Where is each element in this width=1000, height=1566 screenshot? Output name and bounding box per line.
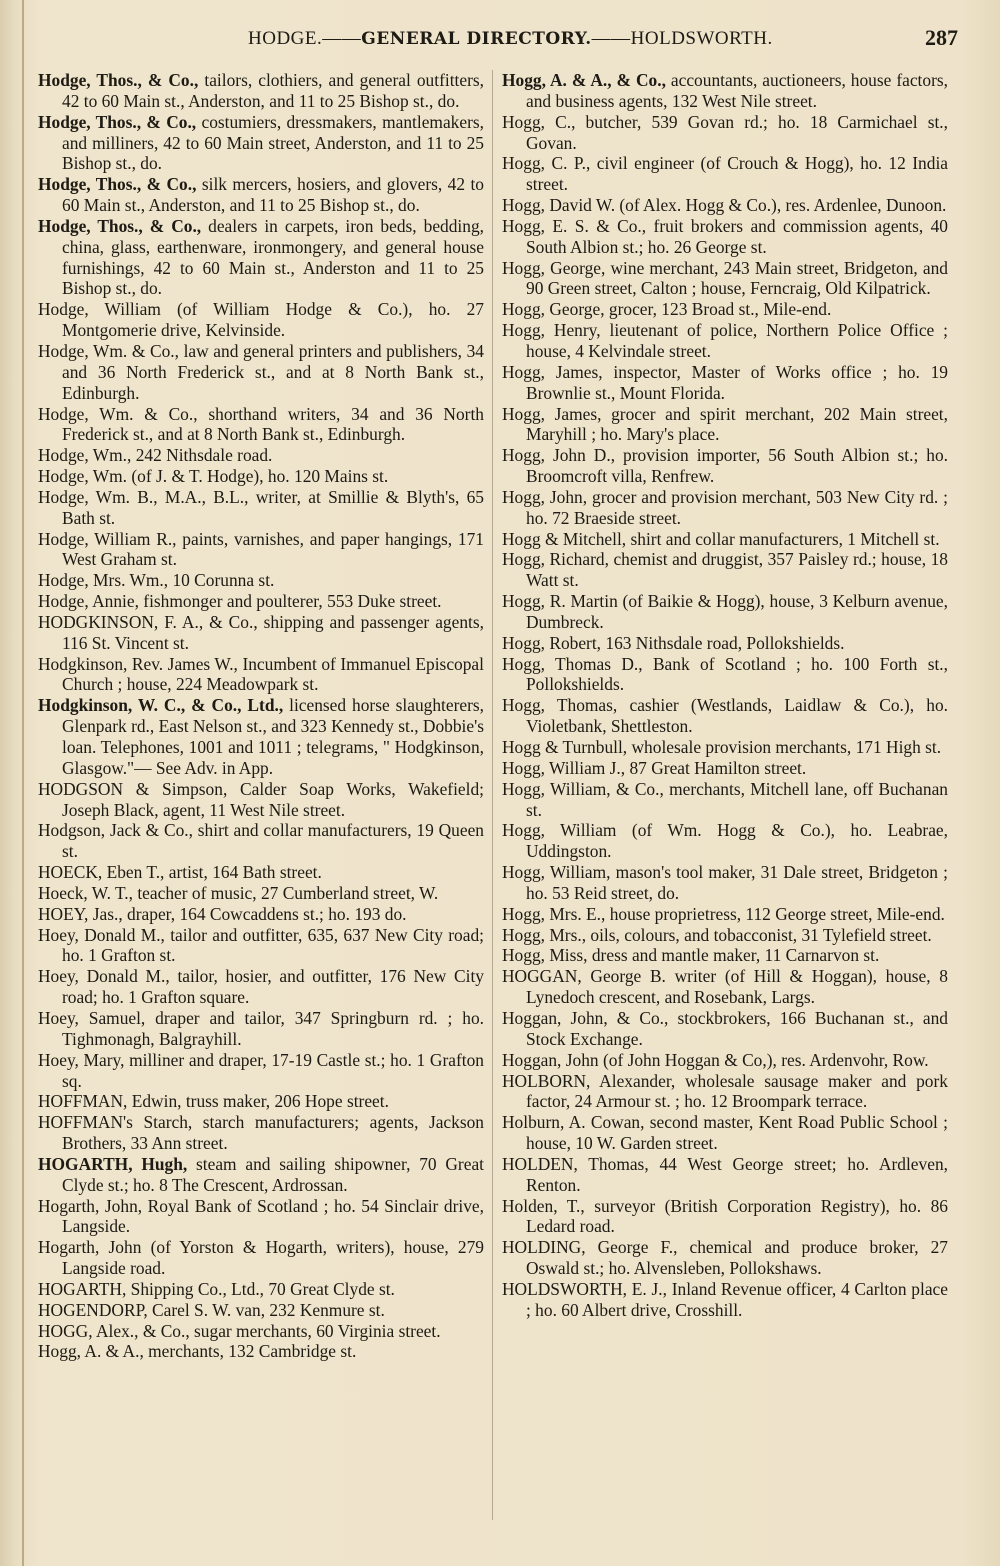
directory-entry (502, 1154, 948, 1196)
entry-text: Hoggan, John (of John Hoggan & Co,), res. Ardenvohr, Row. (502, 1049, 929, 1070)
entry-text: HOLDSWORTH, E. J., Inland Revenue officer, 4 Carlton place ; ho. 60 Albert drive, Crosshill. (502, 1278, 948, 1320)
directory-entry (38, 174, 484, 216)
entry-name: Hodgkinson, W. C., & Co., Ltd., (38, 695, 284, 716)
entry-name: Hodge, Thos., & Co., (38, 215, 202, 236)
directory-entry (502, 1237, 948, 1279)
entry-text: Hogarth, John (of Yorston & Hogarth, writers), house, 279 Langside road. (38, 1237, 484, 1279)
entry-text: Hogg, Mrs. E., house proprietress, 112 George street, Mile-end. (502, 903, 945, 924)
entry-text: tailors, clothiers, and general outfitters, 42 to 60 Main st., Anderston, and 11 to 25 Bishop st., do. (62, 70, 484, 111)
directory-entry (502, 487, 948, 529)
entry-text: HOECK, Eben T., artist, 164 Bath street. (38, 862, 322, 883)
directory-entry (38, 216, 484, 299)
directory-entry (38, 904, 484, 925)
running-head-left: HODGE. (248, 28, 323, 49)
entry-name: Hodge, Thos., & Co., (38, 174, 197, 195)
entry-text: HOFFMAN, Edwin, truss maker, 206 Hope street. (38, 1091, 389, 1112)
entry-text: licensed horse slaughterers, Glenpark rd., East Nelson st., and 323 Kennedy st., Dobbie's loan. Telephones, 1001 and 1011 ; telegrams, " Hodgkinson, Glasgow."— See Adv. in App. (62, 695, 485, 778)
entry-text: Holburn, A. Cowan, second master, Kent Road Public School ; house, 10 W. Garden street. (502, 1112, 948, 1154)
entry-name: Hodge, Thos., & Co., (38, 111, 197, 132)
directory-entry (38, 591, 484, 612)
directory-entry (38, 1112, 484, 1154)
directory-entry (38, 529, 484, 571)
directory-entry (38, 1050, 484, 1092)
directory-entry (502, 633, 948, 654)
entry-text: Hoggan, John, & Co., stockbrokers, 166 Buchanan st., and Stock Exchange. (502, 1007, 948, 1049)
binding-gutter (22, 0, 24, 1566)
entry-text: Hodgson, Jack & Co., shirt and collar manufacturers, 19 Queen st. (38, 820, 484, 862)
directory-entry (38, 487, 484, 529)
entry-text: costumiers, dressmakers, mantlemakers, and milliners, 42 to 60 Main street, Anderston, and 11 to 25 Bishop st., do. (62, 111, 484, 174)
entry-text: Hodge, Wm., 242 Nithsdale road. (38, 445, 273, 466)
entry-text: Hogg, William (of Wm. Hogg & Co.), ho. Leabrae, Uddingston. (502, 820, 948, 862)
entry-text: Hogg, James, inspector, Master of Works office ; ho. 19 Brownlie st., Mount Florida. (502, 361, 948, 403)
directory-entry (38, 883, 484, 904)
entry-name: HOGARTH, Hugh, (38, 1153, 188, 1174)
directory-entry (502, 591, 948, 633)
entry-text: Hogarth, John, Royal Bank of Scotland ; ho. 54 Sinclair drive, Langside. (38, 1195, 484, 1237)
entry-text: accountants, auctioneers, house factors, and business agents, 132 West Nile street. (526, 70, 948, 111)
running-head-right: HOLDSWORTH. (630, 28, 773, 49)
directory-entry (502, 904, 948, 925)
entry-text: Hogg & Turnbull, wholesale provision merchants, 171 High st. (502, 737, 942, 757)
directory-entry (38, 466, 484, 487)
entry-text: Hodgkinson, Rev. James W., Incumbent of Immanuel Episcopal Church ; house, 224 Meadowpark st. (38, 653, 484, 695)
directory-entry (38, 1196, 484, 1238)
directory-entry (502, 1196, 948, 1238)
entry-text: Hodge, William R., paints, varnishes, and paper hangings, 171 West Graham st. (38, 528, 484, 570)
entry-text: Hodge, Annie, fishmonger and poulterer, 553 Duke street. (38, 591, 442, 612)
directory-entry (38, 1008, 484, 1050)
directory-entry (502, 549, 948, 591)
directory-entry (38, 654, 484, 696)
directory-entry (38, 820, 484, 862)
directory-entry (502, 945, 948, 966)
directory-entry (502, 695, 948, 737)
entry-text: Holden, T., surveyor (British Corporation Registry), ho. 86 Ledard road. (502, 1195, 948, 1237)
entry-text: Hogg, R. Martin (of Baikie & Hogg), house, 3 Kelburn avenue, Dumbreck. (502, 591, 948, 632)
directory-entry (38, 341, 484, 404)
entry-text: Hogg, William, mason's tool maker, 31 Dale street, Bridgeton ; ho. 53 Reid street, do. (502, 862, 948, 903)
entry-text: HODGKINSON, F. A., & Co., shipping and passenger agents, 116 St. Vincent st. (38, 611, 484, 653)
entry-name: Hogg, A. & A., & Co., (502, 70, 666, 90)
directory-entry (502, 820, 948, 862)
left-column (38, 70, 484, 1362)
entry-text: Hogg, C., butcher, 539 Govan rd.; ho. 18 Carmichael st., Govan. (502, 111, 948, 153)
directory-entry (38, 862, 484, 883)
directory-entry (38, 612, 484, 654)
entry-text: Hogg, E. S. & Co., fruit brokers and commission agents, 40 South Albion st.; ho. 26 George st. (502, 215, 948, 257)
entry-text: Hogg, William J., 87 Great Hamilton street. (502, 757, 807, 778)
directory-entry (502, 445, 948, 487)
directory-entry (502, 758, 948, 779)
entry-text: silk mercers, hosiers, and glovers, 42 to 60 Main st., Anderston, and 11 to 25 Bishop st., do. (62, 174, 484, 216)
directory-entry (502, 258, 948, 300)
entry-text: Hogg, Miss, dress and mantle maker, 11 Carnarvon st. (502, 945, 880, 966)
directory-entry (502, 1008, 948, 1050)
directory-entry (502, 404, 948, 446)
entry-text: Hodge, Wm. B., M.A., B.L., writer, at Smillie & Blyth's, 65 Bath st. (38, 486, 484, 528)
entry-text: steam and sailing shipowner, 70 Great Clyde st.; ho. 8 The Crescent, Ardrossan. (62, 1153, 484, 1195)
directory-entry (38, 70, 484, 112)
column-divider (492, 70, 493, 1520)
entry-text: Hogg, Thomas, cashier (Westlands, Laidlaw & Co.), ho. Violetbank, Shettleston. (502, 695, 948, 737)
directory-entry (502, 862, 948, 904)
entry-text: HOLBORN, Alexander, wholesale sausage maker and pork factor, 24 Armour st. ; ho. 12 Broompark terrace. (502, 1070, 948, 1112)
directory-entry (38, 1279, 484, 1300)
entry-text: Hogg, John, grocer and provision merchant, 503 New City rd. ; ho. 72 Braeside street. (502, 486, 948, 528)
page-header (38, 25, 958, 56)
directory-entry (38, 779, 484, 821)
entry-text: Hoey, Donald M., tailor and outfitter, 635, 637 New City road; ho. 1 Grafton st. (38, 924, 484, 966)
directory-entry (502, 529, 948, 550)
running-head-center: GENERAL DIRECTORY. (361, 29, 592, 49)
entry-text: HOLDING, George F., chemical and produce broker, 27 Oswald st.; ho. Alvensleben, Pollokshaws. (502, 1237, 948, 1279)
entry-text: Hogg, Richard, chemist and druggist, 357 Paisley rd.; house, 18 Watt st. (502, 549, 948, 591)
directory-entry (38, 925, 484, 967)
entry-text: Hoey, Donald M., tailor, hosier, and outfitter, 176 New City road; ho. 1 Grafton square. (38, 966, 484, 1008)
directory-entry (502, 779, 948, 821)
directory-entry (502, 1050, 948, 1071)
running-head-dash-1: —— (322, 28, 362, 49)
directory-entry (502, 70, 948, 112)
entry-text: HODGSON & Simpson, Calder Soap Works, Wakefield; Joseph Black, agent, 11 West Nile street. (38, 778, 484, 820)
entry-text: Hogg, James, grocer and spirit merchant, 202 Main street, Maryhill ; ho. Mary's place. (502, 403, 948, 445)
entry-text: Hoeck, W. T., teacher of music, 27 Cumberland street, W. (38, 882, 439, 903)
entry-text: HOGARTH, Shipping Co., Ltd., 70 Great Clyde st. (38, 1278, 395, 1299)
entry-text: Hogg, Mrs., oils, colours, and tobacconist, 31 Tylefield street. (502, 924, 932, 945)
page-number: 287 (925, 25, 958, 50)
entry-text: HOLDEN, Thomas, 44 West George street; ho. Ardleven, Renton. (502, 1153, 948, 1195)
entry-name: Hodge, Thos., & Co., (38, 70, 199, 90)
directory-entry (38, 1154, 484, 1196)
entry-text: HOFFMAN's Starch, starch manufacturers; agents, Jackson Brothers, 33 Ann street. (38, 1112, 484, 1154)
entry-text: Hogg, C. P., civil engineer (of Crouch & Hogg), ho. 12 India street. (502, 153, 948, 195)
running-head (248, 28, 868, 50)
directory-entry (38, 570, 484, 591)
running-head-dash-2: —— (591, 28, 631, 49)
directory-entry (502, 737, 948, 758)
directory-entry (502, 362, 948, 404)
directory-entry (38, 1237, 484, 1279)
directory-entry (502, 153, 948, 195)
right-column (502, 70, 948, 1321)
entry-text: Hoey, Mary, milliner and draper, 17-19 Castle st.; ho. 1 Grafton sq. (38, 1049, 484, 1091)
entry-text: Hodge, Wm. (of J. & T. Hodge), ho. 120 Mains st. (38, 466, 389, 487)
entry-text: Hogg, William, & Co., merchants, Mitchell lane, off Buchanan st. (502, 778, 948, 820)
entry-text: HOGENDORP, Carel S. W. van, 232 Kenmure st. (38, 1299, 385, 1320)
entry-text: Hogg, George, grocer, 123 Broad st., Mile-end. (502, 299, 832, 320)
directory-entry (502, 925, 948, 946)
entry-text: Hogg, A. & A., merchants, 132 Cambridge st. (38, 1341, 357, 1362)
directory-entry (502, 195, 948, 216)
directory-entry (502, 1071, 948, 1113)
entry-text: Hogg, David W. (of Alex. Hogg & Co.), res. Ardenlee, Dunoon. (502, 195, 947, 216)
directory-entry (38, 1300, 484, 1321)
entry-text: Hogg & Mitchell, shirt and collar manufacturers, 1 Mitchell st. (502, 528, 940, 549)
directory-entry (38, 299, 484, 341)
directory-entry (38, 404, 484, 446)
directory-entry (38, 1091, 484, 1112)
entry-text: HOGGAN, George B. writer (of Hill & Hoggan), house, 8 Lynedoch crescent, and Rosebank, Largs. (502, 966, 948, 1008)
entry-text: HOGG, Alex., & Co., sugar merchants, 60 Virginia street. (38, 1320, 441, 1341)
directory-entry (502, 112, 948, 154)
directory-entry (502, 320, 948, 362)
entry-text: Hogg, Thomas D., Bank of Scotland ; ho. 100 Forth st., Pollokshields. (502, 653, 948, 695)
entry-text: Hoey, Samuel, draper and tailor, 347 Springburn rd. ; ho. Tighmonagh, Balgrayhill. (38, 1007, 484, 1049)
entry-text: dealers in carpets, iron beds, bedding, china, glass, earthenware, ironmongery, and general house furnishings, 42 to 60 Main st., Anderston and 11 to 25 Bishop st., do. (62, 215, 484, 299)
entry-text: Hogg, George, wine merchant, 243 Main street, Bridgeton, and 90 Green street, Calton ; house, Ferncraig, Old Kilpatrick. (502, 257, 948, 299)
directory-entry (502, 299, 948, 320)
entry-text: Hodge, William (of William Hodge & Co.), ho. 27 Montgomerie drive, Kelvinside. (38, 299, 484, 341)
entry-text: HOEY, Jas., draper, 164 Cowcaddens st.; ho. 193 do. (38, 903, 407, 924)
entry-text: Hodge, Wm. & Co., law and general printers and publishers, 34 and 36 North Frederick st., and at 8 North Bank st., Edinburgh. (38, 340, 484, 403)
directory-entry (502, 1279, 948, 1321)
directory-entry (502, 966, 948, 1008)
directory-entry (38, 1321, 484, 1342)
directory-entry (502, 216, 948, 258)
entry-text: Hodge, Wm. & Co., shorthand writers, 34 and 36 North Frederick st., and at 8 North Bank st., Edinburgh. (38, 403, 484, 445)
directory-entry (38, 966, 484, 1008)
entry-text: Hogg, John D., provision importer, 56 South Albion st.; ho. Broomcroft villa, Renfrew. (502, 445, 948, 487)
entry-text: Hodge, Mrs. Wm., 10 Corunna st. (38, 570, 275, 591)
directory-entry (38, 445, 484, 466)
directory-entry (502, 1112, 948, 1154)
entry-text: Hogg, Robert, 163 Nithsdale road, Pollokshields. (502, 632, 845, 653)
directory-entry (502, 654, 948, 696)
directory-entry (38, 1341, 484, 1362)
directory-entry (38, 112, 484, 175)
directory-entry (38, 695, 484, 778)
entry-text: Hogg, Henry, lieutenant of police, Northern Police Office ; house, 4 Kelvindale street. (502, 320, 948, 361)
